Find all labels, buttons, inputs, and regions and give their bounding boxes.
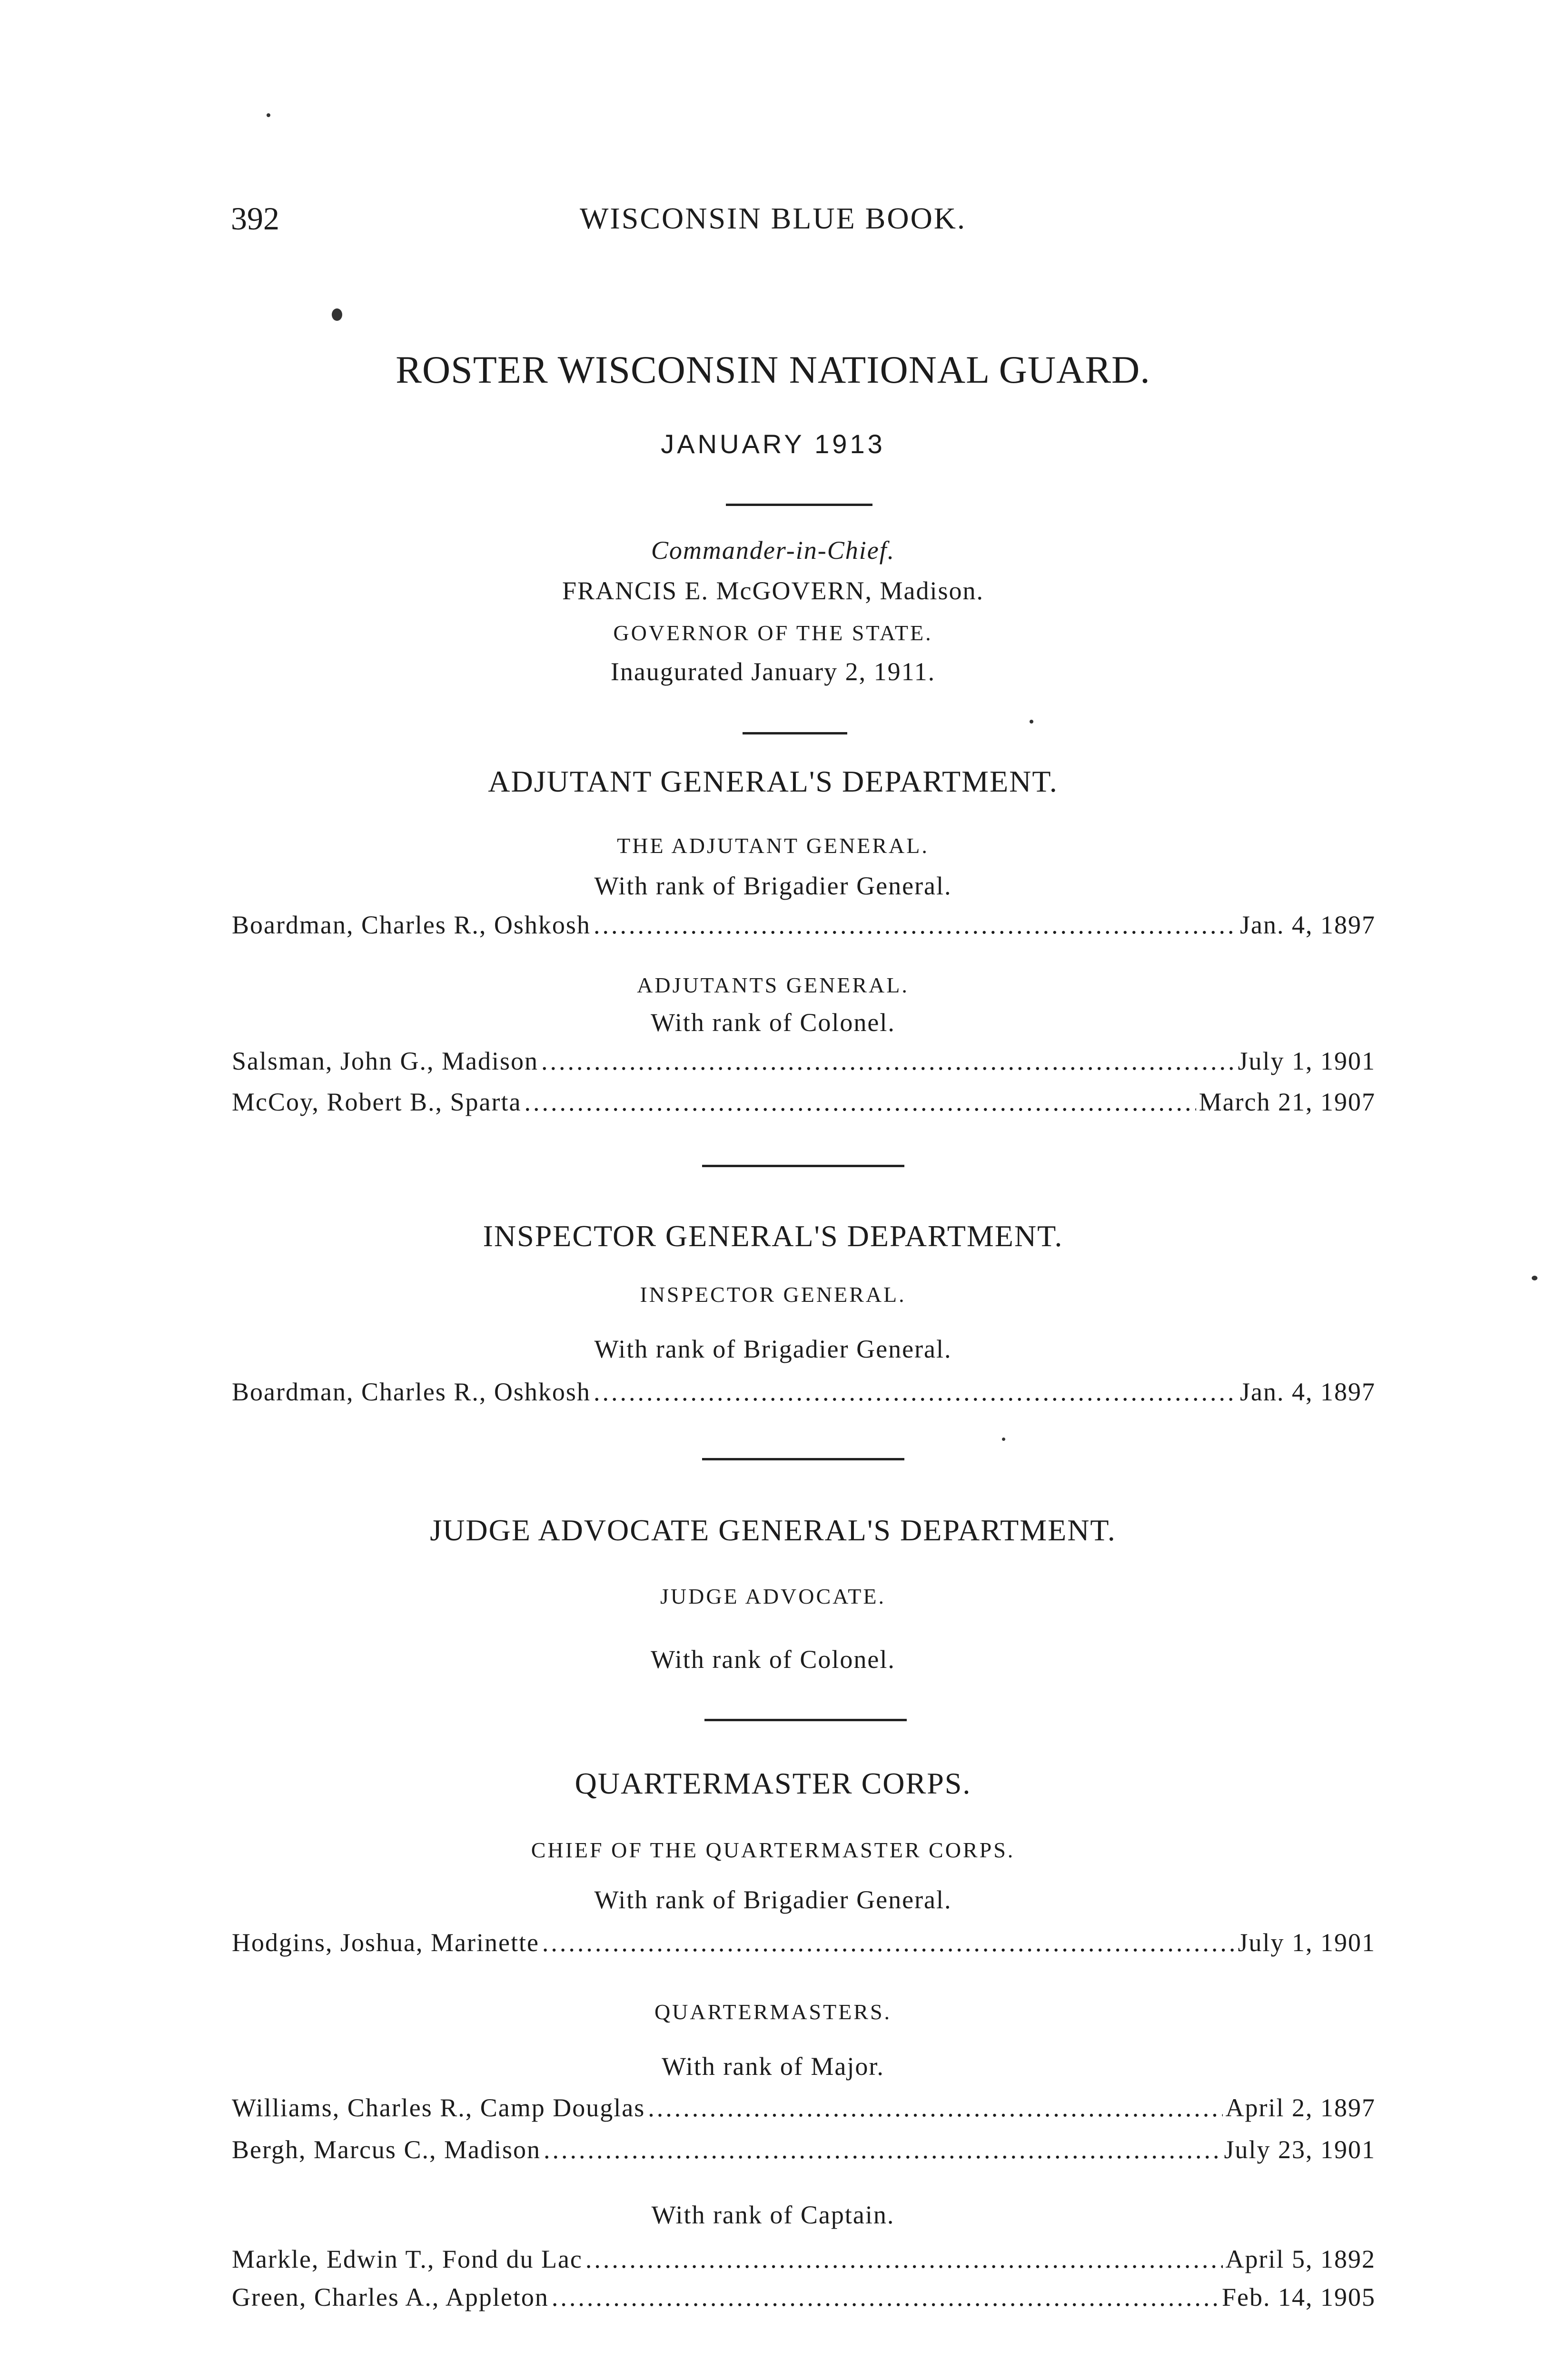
quartermasters-major-rank: With rank of Major. — [662, 2052, 884, 2081]
adjutant-subheading: THE ADJUTANT GENERAL. — [617, 833, 929, 858]
divider — [726, 504, 872, 506]
running-title: WISCONSIN BLUE BOOK. — [580, 201, 966, 235]
entry-date: Feb. 14, 1905 — [1222, 2283, 1376, 2311]
entry-date: April 2, 1897 — [1225, 2093, 1376, 2122]
inspector-subheading: INSPECTOR GENERAL. — [640, 1282, 906, 1307]
roster-entry — [232, 1046, 1376, 1076]
page-title: ROSTER WISCONSIN NATIONAL GUARD. — [396, 348, 1150, 391]
entry-date: July 1, 1901 — [1238, 1928, 1376, 1957]
entry-name: Salsman, John G., Madison — [232, 1047, 538, 1075]
scan-speck — [332, 308, 342, 321]
divider — [702, 1458, 904, 1460]
scan-speck — [1532, 1276, 1537, 1280]
quartermaster-chief-subheading: CHIEF OF THE QUARTERMASTER CORPS. — [531, 1838, 1015, 1862]
divider — [702, 1165, 904, 1167]
entry-date: Jan. 4, 1897 — [1240, 1378, 1376, 1406]
leader-dots — [594, 910, 1237, 940]
divider — [704, 1719, 907, 1721]
adjutants-subheading: ADJUTANTS GENERAL. — [637, 973, 909, 997]
entry-name: Boardman, Charles R., Oshkosh — [232, 1378, 591, 1406]
roster-entry — [232, 1087, 1376, 1117]
scan-speck — [1002, 1438, 1005, 1441]
adjutants-rank: With rank of Colonel. — [651, 1008, 895, 1037]
scan-speck — [1030, 720, 1033, 724]
roster-entry — [232, 2093, 1376, 2122]
inspector-rank: With rank of Brigadier General. — [594, 1335, 952, 1363]
leader-dots — [552, 2282, 1219, 2312]
commander-inaugurated: Inaugurated January 2, 1911. — [610, 657, 936, 686]
quartermaster-heading: QUARTERMASTER CORPS. — [575, 1766, 971, 1800]
entry-date: March 21, 1907 — [1199, 1088, 1376, 1116]
roster-entry — [232, 1377, 1376, 1407]
entry-name: Boardman, Charles R., Oshkosh — [232, 911, 591, 939]
commander-office: GOVERNOR OF THE STATE. — [613, 621, 933, 645]
leader-dots — [648, 2093, 1222, 2122]
leader-dots — [585, 2244, 1223, 2274]
entry-date: July 1, 1901 — [1238, 1047, 1376, 1075]
judge-subheading: JUDGE ADVOCATE. — [660, 1584, 886, 1608]
divider — [743, 732, 847, 734]
quartermasters-subheading: QUARTERMASTERS. — [654, 2000, 892, 2024]
entry-name: Markle, Edwin T., Fond du Lac — [232, 2245, 583, 2273]
judge-rank: With rank of Colonel. — [651, 1645, 895, 1674]
scan-speck — [267, 113, 270, 117]
judge-department-heading: JUDGE ADVOCATE GENERAL'S DEPARTMENT. — [430, 1513, 1116, 1547]
adjutant-rank: With rank of Brigadier General. — [594, 872, 952, 900]
leader-dots — [541, 1046, 1235, 1076]
roster-date: JANUARY 1913 — [661, 429, 885, 459]
inspector-department-heading: INSPECTOR GENERAL'S DEPARTMENT. — [483, 1219, 1063, 1253]
quartermaster-chief-rank: With rank of Brigadier General. — [594, 1885, 952, 1914]
leader-dots — [544, 2135, 1221, 2164]
entry-date: April 5, 1892 — [1225, 2245, 1376, 2273]
roster-entry — [232, 2244, 1376, 2274]
entry-name: McCoy, Robert B., Sparta — [232, 1088, 522, 1116]
roster-entry — [232, 910, 1376, 940]
quartermasters-captain-rank: With rank of Captain. — [651, 2201, 895, 2229]
entry-name: Bergh, Marcus C., Madison — [232, 2135, 541, 2164]
roster-entry — [232, 1928, 1376, 1957]
entry-name: Williams, Charles R., Camp Douglas — [232, 2093, 645, 2122]
adjutant-department-heading: ADJUTANT GENERAL'S DEPARTMENT. — [488, 764, 1058, 798]
entry-name: Green, Charles A., Appleton — [232, 2283, 549, 2311]
roster-entry — [232, 2282, 1376, 2312]
commander-label: Commander-in-Chief. — [651, 536, 895, 565]
entry-name: Hodgins, Joshua, Marinette — [232, 1928, 539, 1957]
entry-date: Jan. 4, 1897 — [1240, 911, 1376, 939]
commander-name: FRANCIS E. McGOVERN, Madison. — [562, 576, 984, 605]
leader-dots — [524, 1087, 1196, 1117]
roster-entry — [232, 2135, 1376, 2164]
leader-dots — [542, 1928, 1235, 1957]
page-number: 392 — [231, 200, 279, 237]
leader-dots — [594, 1377, 1237, 1407]
entry-date: July 23, 1901 — [1224, 2135, 1376, 2164]
